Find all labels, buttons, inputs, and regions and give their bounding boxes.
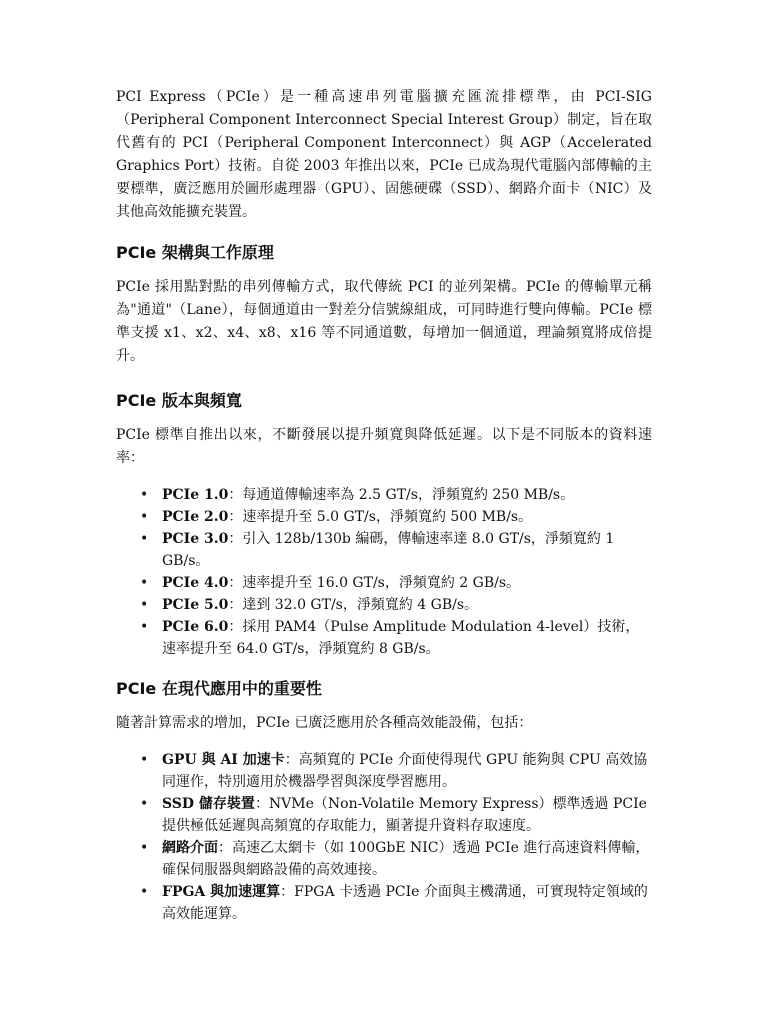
list-item xyxy=(140,793,652,837)
architecture-paragraph: PCIe 採用點對點的串列傳輸方式，取代傳統 PCI 的並列架構。PCIe 的傳輸單元稱為"通道"（Lane），每個通道由一對差分信號線組成，可同時進行雙向傳輸。PCIe 標準支援 x1、x2、x4、x8、x16 等不同通道數，每增加一個通道，理論頻寬將成倍提升。 xyxy=(116,279,652,364)
list-item-label: PCIe 2.0 xyxy=(162,509,229,525)
list-item xyxy=(140,506,652,528)
list-item-label: GPU 與 AI 加速卡 xyxy=(162,752,285,768)
application-list xyxy=(116,749,652,925)
list-item-label: 網路介面 xyxy=(162,840,218,856)
bullet-icon: • xyxy=(140,575,149,591)
list-item-text: ：達到 32.0 GT/s，淨頻寬約 4 GB/s。 xyxy=(228,597,479,613)
versions-paragraph: PCIe 標準自推出以來，不斷發展以提升頻寬與降低延遲。以下是不同版本的資料速率： xyxy=(116,427,652,466)
bullet-icon: • xyxy=(140,531,149,547)
list-item-label: PCIe 6.0 xyxy=(162,619,229,635)
list-item-label: PCIe 1.0 xyxy=(162,487,229,503)
list-item-text: ：高頻寬的 PCIe 介面使得現代 GPU 能夠與 CPU 高效協同運作，特別適用於機器學習與深度學習應用。 xyxy=(162,752,648,790)
list-item-label: SSD 儲存裝置 xyxy=(162,796,255,812)
version-list xyxy=(116,484,652,660)
list-item xyxy=(140,484,652,506)
list-item-label: PCIe 5.0 xyxy=(162,597,229,613)
list-item-label: PCIe 4.0 xyxy=(162,575,229,591)
list-item-text: ：採用 PAM4（Pulse Amplitude Modulation 4-level）技術，速率提升至 64.0 GT/s，淨頻寬約 8 GB/s。 xyxy=(162,619,640,657)
section-heading-importance: PCIe 在現代應用中的重要性 xyxy=(116,679,322,698)
bullet-icon: • xyxy=(140,619,149,635)
list-item-text: ：速率提升至 5.0 GT/s，淨頻寬約 500 MB/s。 xyxy=(228,509,533,525)
section-heading-architecture: PCIe 架構與工作原理 xyxy=(116,243,274,262)
list-item-text: ：FPGA 卡透過 PCIe 介面與主機溝通，可實現特定領域的高效能運算。 xyxy=(162,884,648,922)
bullet-icon: • xyxy=(140,487,149,503)
bullet-icon: • xyxy=(140,752,149,768)
list-item xyxy=(140,749,652,793)
list-item-label: PCIe 3.0 xyxy=(162,531,229,547)
bullet-icon: • xyxy=(140,509,149,525)
list-item-text: ：高速乙太網卡（如 100GbE NIC）透過 PCIe 進行高速資料傳輸，確保伺服器與網路設備的高效連接。 xyxy=(162,840,650,878)
list-item xyxy=(140,837,652,881)
list-item-text: ：每通道傳輸速率為 2.5 GT/s，淨頻寬約 250 MB/s。 xyxy=(228,487,575,503)
list-item xyxy=(140,881,652,925)
importance-paragraph: 隨著計算需求的增加，PCIe 已廣泛應用於各種高效能設備，包括： xyxy=(116,715,533,731)
document-page xyxy=(116,86,652,925)
bullet-icon: • xyxy=(140,840,149,856)
list-item xyxy=(140,616,652,660)
bullet-icon: • xyxy=(140,597,149,613)
list-item-text: ：引入 128b/130b 編碼，傳輸速率達 8.0 GT/s，淨頻寬約 1 GB/s。 xyxy=(162,531,615,569)
list-item xyxy=(140,528,652,572)
list-item-text: ：速率提升至 16.0 GT/s，淨頻寬約 2 GB/s。 xyxy=(228,575,521,591)
list-item-text: ：NVMe（Non-Volatile Memory Express）標準透過 PCIe 提供極低延遲與高頻寬的存取能力，顯著提升資料存取速度。 xyxy=(162,796,647,834)
bullet-icon: • xyxy=(140,796,149,812)
list-item-label: FPGA 與加速運算 xyxy=(162,884,281,900)
intro-paragraph: PCI Express（PCIe）是一種高速串列電腦擴充匯流排標準，由 PCI-SIG（Peripheral Component Interconnect Special Interest Group）制定，旨在取代舊有的 PCI（Peripheral Component Interconnect）與 AGP（Accelerated Graphics Port）技術。自從 2003 年推出以來，PCIe 已成為現代電腦內部傳輸的主要標準，廣泛應用於圖形處理器（GPU）、固態硬碟（SSD）、網路介面卡（NIC）及其他高效能擴充裝置。 xyxy=(116,89,652,220)
list-item xyxy=(140,594,652,616)
list-item xyxy=(140,572,652,594)
bullet-icon: • xyxy=(140,884,149,900)
section-heading-versions: PCIe 版本與頻寬 xyxy=(116,391,242,410)
